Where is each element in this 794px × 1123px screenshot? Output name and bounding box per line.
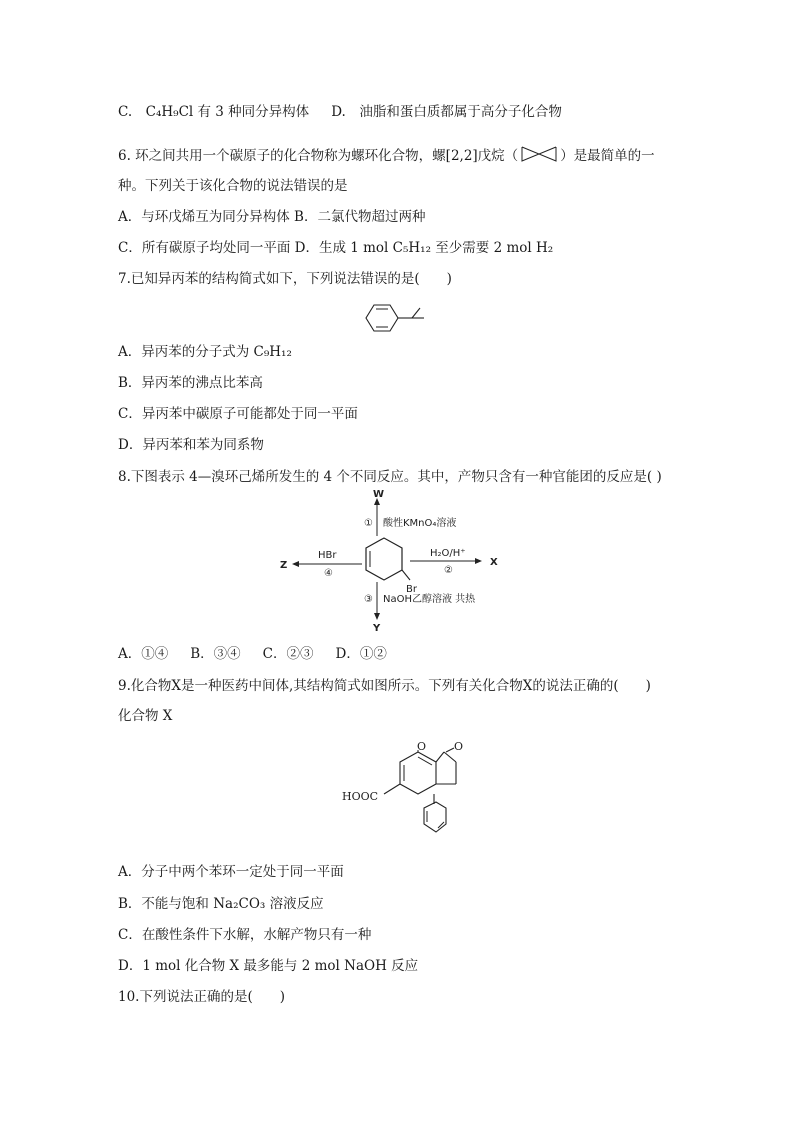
q8-reaction-4-reagent: HBr <box>318 550 337 561</box>
q6-stem-part-b: ）是最简单的一 <box>560 148 655 164</box>
q8-product-x: X <box>490 557 498 568</box>
q8-bromo-label: Br <box>406 584 417 595</box>
compound-x-structure <box>338 738 478 848</box>
q6-stem-line2: 种。下列关于该化合物的说法错误的是 <box>118 178 348 194</box>
q8-product-w: W <box>373 489 385 500</box>
cumene-structure <box>362 300 438 336</box>
q8-option-a: A．①④ <box>118 646 169 662</box>
q5-option-c: C. C₄H₉Cl 有 3 种同分异构体 <box>118 104 310 120</box>
q9-option-c: C．在酸性条件下水解，水解产物只有一种 <box>118 927 372 943</box>
q8-reaction-4-num: ④ <box>324 568 333 579</box>
carbonyl-oxygen-label: O <box>454 740 464 753</box>
q6-options-ab: A．与环戊烯互为同分异构体 B．二氯代物超过两种 <box>118 209 426 225</box>
q6-options-cd: C．所有碳原子均处同一平面 D．生成 1 mol C₅H₁₂ 至少需要 2 mol H₂ <box>118 240 554 256</box>
q7-option-d: D．异丙苯和苯为同系物 <box>118 437 264 453</box>
q8-reaction-1-num: ① <box>364 518 373 529</box>
q8-option-c: C．②③ <box>262 646 314 662</box>
q8-product-z: Z <box>280 560 288 571</box>
q9-option-a: A．分子中两个苯环一定处于同一平面 <box>118 864 344 880</box>
q7-option-c: C．异丙苯中碳原子可能都处于同一平面 <box>118 406 358 422</box>
q8-reaction-3-num: ③ <box>364 594 373 605</box>
q8-reaction-3-reagent: NaOH乙醇溶液 共热 <box>383 594 476 605</box>
q10-stem: 10.下列说法正确的是( ) <box>118 989 286 1005</box>
q8-option-b: B．③④ <box>190 646 241 662</box>
q9-option-d: D．1 mol 化合物 X 最多能与 2 mol NaOH 反应 <box>118 958 419 974</box>
q9-option-b: B．不能与饱和 Na₂CO₃ 溶液反应 <box>118 896 324 912</box>
q7-option-b: B．异丙苯的沸点比苯高 <box>118 375 263 391</box>
q8-reaction-2-num: ② <box>444 565 453 576</box>
q9-subtitle: 化合物 X <box>118 708 173 724</box>
q5-option-d: D. 油脂和蛋白质都属于高分子化合物 <box>331 104 562 120</box>
q8-reaction-2-reagent: H₂O/H⁺ <box>430 548 466 559</box>
q7-stem: 7.已知异丙苯的结构简式如下，下列说法错误的是( ) <box>118 271 452 287</box>
carboxyl-label: HOOC <box>342 790 379 803</box>
q8-reaction-diagram <box>270 488 530 634</box>
q8-option-d: D．①② <box>335 646 387 662</box>
q8-options-row <box>118 645 387 663</box>
q8-product-y: Y <box>373 623 381 634</box>
q9-stem: 9.化合物X是一种医药中间体,其结构简式如图所示。下列有关化合物X的说法正确的( ) <box>118 678 651 694</box>
q6-stem-line1 <box>118 145 655 165</box>
q8-stem: 8.下图表示 4—溴环己烯所发生的 4 个不同反应。其中，产物只含有一种官能团的反应是( ) <box>118 469 662 485</box>
q5-options-row <box>118 103 562 121</box>
q7-option-a: A．异丙苯的分子式为 C₉H₁₂ <box>118 344 292 360</box>
q6-stem-part-a: 6. 环之间共用一个碳原子的化合物称为螺环化合物，螺[2,2]戊烷（ <box>118 148 519 164</box>
spiropentane-structure <box>520 145 558 163</box>
ring-oxygen-label: O <box>417 740 427 753</box>
q8-reaction-1-reagent: 酸性KMnO₄溶液 <box>383 518 457 529</box>
